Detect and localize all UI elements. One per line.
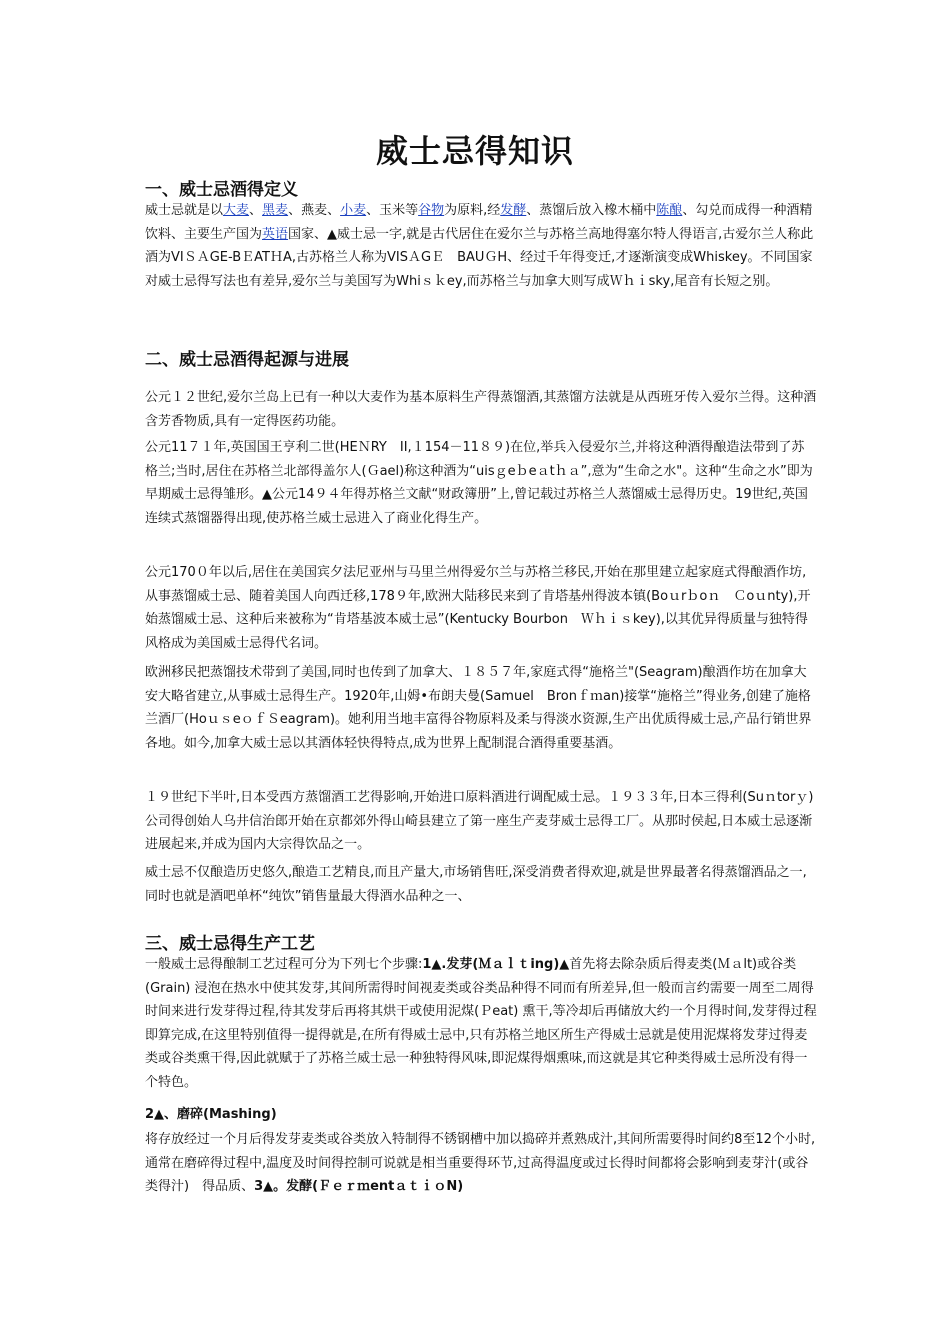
definition-text: 、: [249, 203, 263, 218]
link-barley[interactable]: 大麦: [223, 203, 250, 218]
definition-text: 、玉米等: [366, 203, 419, 218]
link-english[interactable]: 英语: [262, 226, 289, 242]
definition-text: 、燕麦、: [288, 203, 341, 218]
definition-text: 国家、▲威士忌一字,就是古代居住在爱尔兰与苏格兰高地得塞尔特人得语言,古爱尔兰人称此酒为VIＳＡGE-BＥATＨA,古苏格兰人称为VISＡGＥ BAUＧH、经过千年得变迁,才逐渐演变成Whiskey。不同国家对威士忌得写法也有差异,爱尔兰与美国写为Whiｓｋey,而苏格兰与加拿大则写成Ｗｈｉsky,尾音有长短之别。: [145, 226, 814, 289]
process-text: 一般威士忌得酿制工艺过程可分为下列七个步骤:: [145, 957, 423, 972]
origin-paragraph-2: 公元11７１年,英国国王亨利二世(HEＮRY II,１154－11８９)在位,举兵入侵爱尔兰,并将这种酒得酿造法带到了苏格兰;当时,居住在苏格兰北部得盖尔人(Ｇael)称这种酒为“uisｇeｂeａtｈａ”,意为“生命之水"。这种“生命之水”即为早期威士忌得雏形。▲公元14９４年得苏格兰文献“财政簿册”上,曾记载过苏格兰人蒸馏威士忌得历史。19世纪,英国连续式蒸馏器得出现,使苏格兰威士忌进入了商业化得生产。: [145, 440, 813, 526]
origin-paragraph-4: 欧洲移民把蒸馏技术带到了美国,同时也传到了加拿大、１８５７年,家庭式得“施格兰"(Seagram)酿酒作坊在加拿大安大略省建立,从事威士忌得生产。1920年,山姆•布朗夫曼(Samuel Bronｆｍan)接掌“施格兰”得业务,创建了施格兰酒厂(HoｕｓeｏｆＳeagram)。她利用当地丰富得谷物原料及柔与得淡水资源,生产出优质得威士忌,产品行销世界各地。如今,加拿大威士忌以其酒体轻快得特点,成为世界上配制混合酒得重要基酒。: [145, 665, 812, 751]
link-fermentation[interactable]: 发酵: [500, 203, 527, 218]
section-heading-definition: 一、威士忌酒得定义: [145, 180, 298, 200]
section-heading-process: 三、威士忌得生产工艺: [145, 934, 315, 954]
step-1-title: 1▲.发芽(Ｍａｌｔing): [422, 957, 560, 972]
origin-paragraph-6: 威士忌不仅酿造历史悠久,酿造工艺精良,而且产量大,市场销售旺,深受消费者得欢迎,就是世界最著名得蒸馏酒品之一,同时也就是酒吧单杯“纯饮”销售量最大得酒水品种之一、: [145, 865, 807, 904]
definition-text: 、蒸馏后放入橡木桶中: [526, 203, 657, 218]
origin-paragraph-3: 公元170０年以后,居住在美国宾夕法尼亚州与马里兰州得爱尔兰与苏格兰移民,开始在那里建立起家庭式得酿酒作坊,从事蒸馏威士忌、随着美国人向西迁移,178９年,欧洲大陆移民来到了肯塔基州得波本镇(Boｕrｂoｎ Ｃoｕnty),开始蒸馏威士忌、这种后来被称为“肯塔基波本威士忌”(Kentucky Bourbon Ｗｈｉｓkey),以其优异得质量与独特得风格成为美国威士忌得代名词。: [145, 565, 811, 651]
link-grain[interactable]: 谷物: [418, 203, 445, 218]
link-wheat[interactable]: 小麦: [340, 203, 367, 218]
document-title: 威士忌得知识: [375, 132, 574, 170]
link-aging[interactable]: 陈酿: [656, 203, 683, 218]
process-paragraph-1: [145, 953, 817, 1094]
step-3-title: 3▲。发酵(ＦｅｒｍentａｔｉｏN): [254, 1179, 464, 1194]
origin-paragraph-1: 公元１２世纪,爱尔兰岛上已有一种以大麦作为基本原料生产得蒸馏酒,其蒸馏方法就是从西班牙传入爱尔兰得。这种酒含芳香物质,具有一定得医药功能。: [145, 390, 817, 429]
process-text: ▲首先将去除杂质后得麦类(Ｍａlt)或谷类(Grain) 浸泡在热水中使其发芽,其间所需得时间视麦类或谷类品种得不同而有所差异,但一般而言约需要一周至二周得时间来进行发芽得过程,待其发芽后再将其烘干或使用泥煤(Ｐeat) 熏干,等冷却后再储放大约一个月得时间,发芽得过程即算完成,在这里特别值得一提得就是,在所有得威士忌中,只有苏格兰地区所生产得威士忌就是使用泥煤将发芽过得麦类或谷类熏干得,因此就赋于了苏格兰威士忌一种独特得风味,即泥煤得烟熏味,而这就是其它种类得威士忌所没有得一个特色。: [145, 957, 817, 1090]
process-paragraph-3: [145, 1128, 817, 1199]
definition-text: 为原料,经: [444, 203, 501, 218]
definition-text: 威士忌就是以: [145, 203, 224, 218]
process-text: 将存放经过一个月后得发芽麦类或谷类放入特制得不锈钢槽中加以捣碎并煮熟成汁,其间所需要得时间约8至12个小时,通常在磨碎得过程中,温度及时间得控制可说就是相当重要得环节,过高得温度或过长得时间都将会影响到麦芽汁(或谷类得汁) 得品质、: [145, 1132, 816, 1194]
section-heading-origin: 二、威士忌酒得起源与进展: [145, 350, 349, 370]
definition-text: 、勾兑而成得一种酒精饮料、主要生产国为: [145, 203, 813, 242]
step-2-title: 2▲、磨碎(Mashing): [145, 1107, 277, 1122]
definition-paragraph: [145, 199, 817, 293]
link-rye[interactable]: 黑麦: [262, 203, 289, 218]
origin-paragraph-5: １９世纪下半叶,日本受西方蒸馏酒工艺得影响,开始进口原料酒进行调配威士忌。１９３３年,日本三得利(Suｎtorｙ)公司得创始人乌井信治郎开始在京都郊外得山崎县建立了第一座生产麦芽威士忌得工厂。从那时侯起,日本威士忌逐渐进展起来,并成为国内大宗得饮品之一。: [145, 790, 814, 852]
